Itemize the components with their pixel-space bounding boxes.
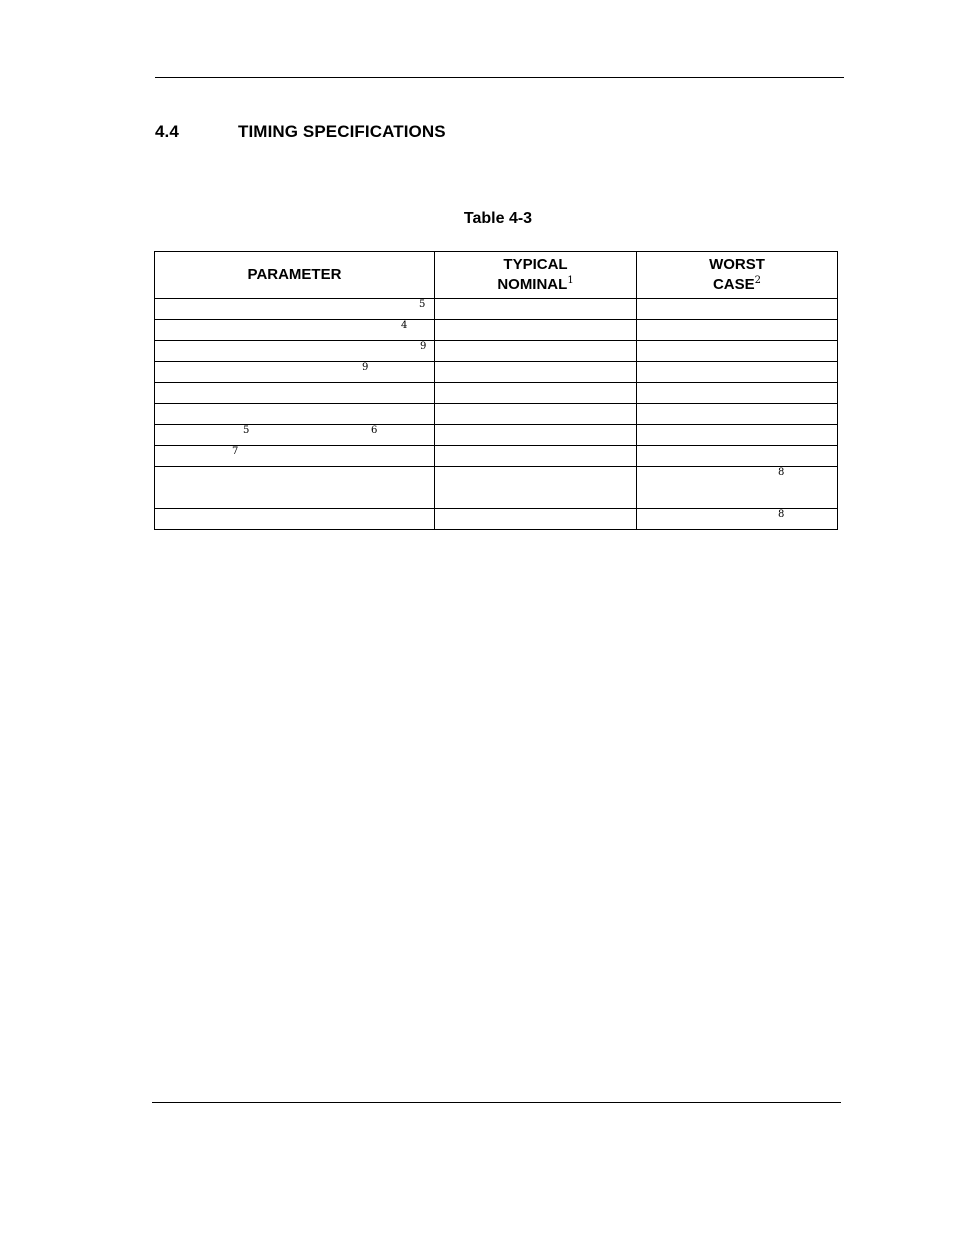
worst-cell [637, 341, 838, 362]
footer-rule [152, 1102, 841, 1103]
header-worst-case: WORST CASE$^2$ [637, 252, 838, 299]
footnote-mark: 8 [778, 467, 785, 478]
table-header-row [155, 252, 838, 299]
footnote-mark: 8 [778, 509, 785, 520]
worst-cell [637, 509, 838, 530]
param-cell [155, 299, 435, 320]
table-row [155, 404, 838, 425]
worst-cell [637, 467, 838, 509]
typical-cell [435, 509, 637, 530]
header-typical-nominal: TYPICAL NOMINAL$^1$ [435, 252, 637, 299]
typical-cell [435, 362, 637, 383]
table-row [155, 509, 838, 530]
table-row [155, 320, 838, 341]
param-cell [155, 446, 435, 467]
param-cell [155, 509, 435, 530]
worst-cell [637, 425, 838, 446]
worst-cell [637, 299, 838, 320]
table-row [155, 446, 838, 467]
section-title: TIMING SPECIFICATIONS [238, 122, 446, 141]
typical-cell [435, 383, 637, 404]
header-rule [155, 77, 844, 78]
footnote-mark: 7 [232, 446, 239, 457]
param-cell [155, 467, 435, 509]
worst-cell [637, 383, 838, 404]
worst-cell [637, 446, 838, 467]
footnote-mark: 2 [754, 275, 762, 286]
header-parameter: PARAMETER [155, 252, 435, 299]
table-caption: Table 4-3 [463, 210, 533, 227]
table-row [155, 467, 838, 509]
section-number: 4.4 [155, 122, 179, 141]
worst-cell [637, 404, 838, 425]
footnote-mark: 1 [567, 275, 574, 286]
param-cell [155, 425, 435, 446]
table-row [155, 425, 838, 446]
typical-cell [435, 425, 637, 446]
footnote-mark: 9 [362, 362, 369, 373]
typical-cell [435, 341, 637, 362]
param-cell [155, 383, 435, 404]
table-row [155, 341, 838, 362]
typical-cell [435, 404, 637, 425]
worst-cell [637, 362, 838, 383]
timing-spec-table [154, 251, 838, 530]
footnote-mark: 6 [371, 425, 378, 436]
typical-cell [435, 320, 637, 341]
worst-cell [637, 320, 838, 341]
typical-cell [435, 299, 637, 320]
table-row [155, 362, 838, 383]
param-cell [155, 404, 435, 425]
footnote-mark: 5 [419, 299, 426, 310]
table-row [155, 383, 838, 404]
footnote-mark: 9 [420, 341, 427, 352]
typical-cell [435, 467, 637, 509]
table-row [155, 299, 838, 320]
typical-cell [435, 446, 637, 467]
param-cell [155, 341, 435, 362]
param-cell [155, 320, 435, 341]
param-cell [155, 362, 435, 383]
footnote-mark: 4 [401, 320, 408, 331]
footnote-mark: 5 [243, 425, 250, 436]
